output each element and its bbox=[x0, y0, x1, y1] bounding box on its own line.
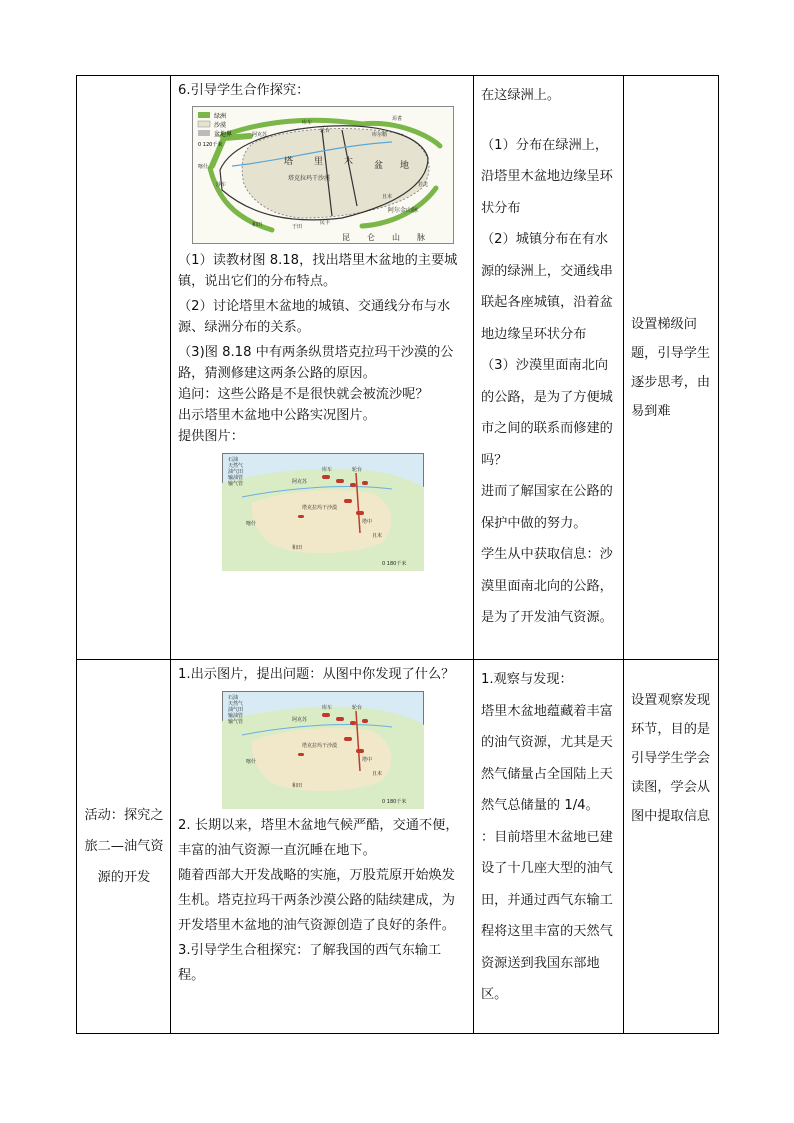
map2-label: 且末 bbox=[371, 533, 382, 539]
student-text: 1.观察与发现： bbox=[481, 672, 573, 687]
map1-label: 于田 bbox=[291, 224, 302, 230]
student-text: ：目前塔里木盆地已建设了十几座大型的油气田，并通过西气东输工程将这里丰富的天然气资源送到我国东部地区。 bbox=[481, 829, 613, 1002]
map2-label: 和田 bbox=[291, 545, 302, 551]
teacher-text: 随着西部大开发战略的实施，万股荒原开始焕发生机。塔克拉玛干两条沙漠公路的陆续建成，为开发塔里木盆地的油气资源创造了良好的条件。 bbox=[178, 868, 455, 933]
student-text: （1）分布在绿洲上，沿塔里木盆地边缘呈环状分布 bbox=[481, 137, 613, 216]
map1-label: 莎车 bbox=[215, 182, 226, 188]
map1-label: 盆 bbox=[373, 161, 383, 171]
map3-scale: 0 180千米 bbox=[381, 799, 406, 805]
map1-label: 阿尔金山脉 bbox=[387, 207, 418, 214]
row2-intent-cell bbox=[624, 660, 719, 1034]
map1-label: 脉 bbox=[416, 233, 425, 242]
map3-label: 阿克苏 bbox=[291, 717, 307, 723]
map2-label: 库车 bbox=[321, 467, 332, 473]
map2-legend: 石油 bbox=[227, 457, 238, 463]
row2-student-cell bbox=[474, 660, 624, 1034]
teacher-text: 1.出示图片，提出问题：从图中你发现了什么？ bbox=[178, 667, 455, 682]
row2-activity-cell bbox=[77, 660, 171, 1034]
row1-student-cell bbox=[474, 76, 624, 660]
legend-desert-swatch bbox=[198, 121, 210, 127]
legend-desert-label: 沙漠 bbox=[213, 122, 226, 129]
design-intent: 设置梯级问题，引导学生逐步思考，由易到难 bbox=[631, 316, 711, 419]
map1-label: 喀什 bbox=[197, 164, 208, 170]
question-2: （2）讨论塔里木盆地的城镇、交通线分布与水源、绿洲分布的关系。 bbox=[178, 299, 451, 335]
map1-label: 库车 bbox=[301, 120, 312, 126]
student-text: 在这绿洲上。 bbox=[481, 88, 561, 103]
legend-oasis-swatch bbox=[198, 112, 210, 118]
map2-label: 轮台 bbox=[351, 467, 362, 473]
map2-label: 喀什 bbox=[245, 521, 256, 527]
map3-label: 轮台 bbox=[351, 705, 362, 711]
map2-label: 阿克苏 bbox=[291, 479, 307, 485]
map3-legend: 天然气 bbox=[227, 701, 243, 707]
teacher-text: 3.引导学生合租探究：了解我国的西气东输工程。 bbox=[178, 943, 442, 983]
student-text: 进而了解国家在公路的保护中做的努力。 bbox=[481, 484, 613, 531]
lesson-table bbox=[76, 75, 719, 1034]
map3-legend: 输气管 bbox=[227, 719, 243, 725]
map1-label: 地 bbox=[399, 161, 409, 171]
row1-teacher-cell bbox=[171, 76, 474, 660]
student-text: （3）沙漠里面南北向的公路，是为了方便城市之间的联系而修建的吗？ bbox=[481, 358, 613, 468]
map3-legend: 石油 bbox=[227, 695, 238, 701]
map2-legend: 天然气 bbox=[227, 463, 243, 469]
map1-label: 焉耆 bbox=[391, 116, 402, 122]
map1-label: 民丰 bbox=[319, 220, 330, 226]
question-3: （3)图 8.18 中有两条纵贯塔克拉玛干沙漠的公路，猜测修建这两条公路的原因。 bbox=[178, 345, 454, 381]
show-road-photo: 出示塔里木盆地中公路实况图片。 bbox=[178, 408, 376, 423]
table-row bbox=[77, 76, 719, 660]
map3-label: 且末 bbox=[371, 771, 382, 777]
map1-label: 阿克苏 bbox=[251, 132, 267, 138]
question-1: （1）读教材图 8.18，找出塔里木盆地的主要城镇，说出它们的分布特点。 bbox=[178, 253, 458, 289]
map1-label: 山 bbox=[391, 233, 400, 242]
map1-label: 库尔勒 bbox=[371, 132, 387, 138]
map1-label: 塔克拉玛干沙漠 bbox=[287, 175, 330, 182]
row2-teacher-cell bbox=[171, 660, 474, 1034]
map3-label: 库车 bbox=[321, 705, 332, 711]
tarim-oil-gas-map bbox=[222, 453, 424, 571]
section-heading: 6.引导学生合作探究： bbox=[178, 83, 310, 98]
row1-activity-cell bbox=[77, 76, 171, 660]
map1-label: 且末 bbox=[381, 194, 392, 200]
map1-scale: 0 120千米 bbox=[197, 142, 222, 148]
map3-legend: 输油管 bbox=[227, 713, 243, 719]
student-text: （2）城镇分布在有水源的绿洲上，交通线串联起各座城镇，沿着盆地边缘呈环状分布 bbox=[481, 232, 613, 342]
map1-label: 昆 bbox=[341, 233, 350, 242]
map1-label: 仑 bbox=[366, 233, 375, 242]
map2-label: 塔克拉玛干沙漠 bbox=[301, 505, 337, 511]
student-text: 学生从中获取信息：沙漠里面南北向的公路，是为了开发油气资源。 bbox=[481, 547, 613, 625]
table-row bbox=[77, 660, 719, 1034]
map1-label: 塔 bbox=[283, 157, 293, 167]
map1-label: 若羌 bbox=[417, 182, 428, 188]
student-text: 塔里木盆地蕴藏着丰富的油气资源，尤其是天然气储量占全国陆上天然气总储量的 1/4。 bbox=[481, 703, 613, 813]
map1-label: 里 bbox=[313, 157, 323, 167]
tarim-basin-oasis-map bbox=[192, 106, 454, 244]
map3-legend: 油气田 bbox=[227, 707, 243, 713]
map3-label: 喀什 bbox=[245, 759, 256, 765]
map1-label: 和田 bbox=[251, 222, 262, 228]
activity-title: 活动：探究之旅二—油气资源的开发 bbox=[84, 808, 164, 885]
map2-scale: 0 180千米 bbox=[381, 561, 406, 567]
legend-boundary-label: 盆地界 bbox=[213, 131, 232, 138]
spacer bbox=[481, 112, 617, 130]
tarim-oil-gas-map-2 bbox=[222, 691, 424, 809]
provide-image: 提供图片： bbox=[178, 429, 244, 444]
map2-legend: 油气田 bbox=[227, 469, 243, 475]
legend-boundary-swatch bbox=[198, 130, 210, 136]
follow-up-question: 追问：这些公路是不是很快就会被流沙呢？ bbox=[178, 387, 429, 402]
design-intent: 设置观察发现环节，目的是引导学生学会读图，学会从图中提取信息 bbox=[631, 693, 711, 824]
legend-oasis-label: 绿洲 bbox=[213, 113, 226, 120]
map2-legend: 输气管 bbox=[227, 481, 243, 487]
teacher-text: 2. 长期以来，塔里木盆地气候严酷，交通不便，丰富的油气资源一直沉睡在地下。 bbox=[178, 818, 459, 858]
map2-label: 塔中 bbox=[361, 519, 372, 525]
row1-intent-cell bbox=[624, 76, 719, 660]
map3-label: 塔克拉玛干沙漠 bbox=[301, 743, 337, 749]
map2-legend: 输油管 bbox=[227, 475, 243, 481]
map1-label: 木 bbox=[343, 157, 353, 167]
map1-label: 轮台 bbox=[319, 128, 330, 134]
map3-label: 和田 bbox=[291, 783, 302, 789]
map3-label: 塔中 bbox=[361, 757, 372, 763]
